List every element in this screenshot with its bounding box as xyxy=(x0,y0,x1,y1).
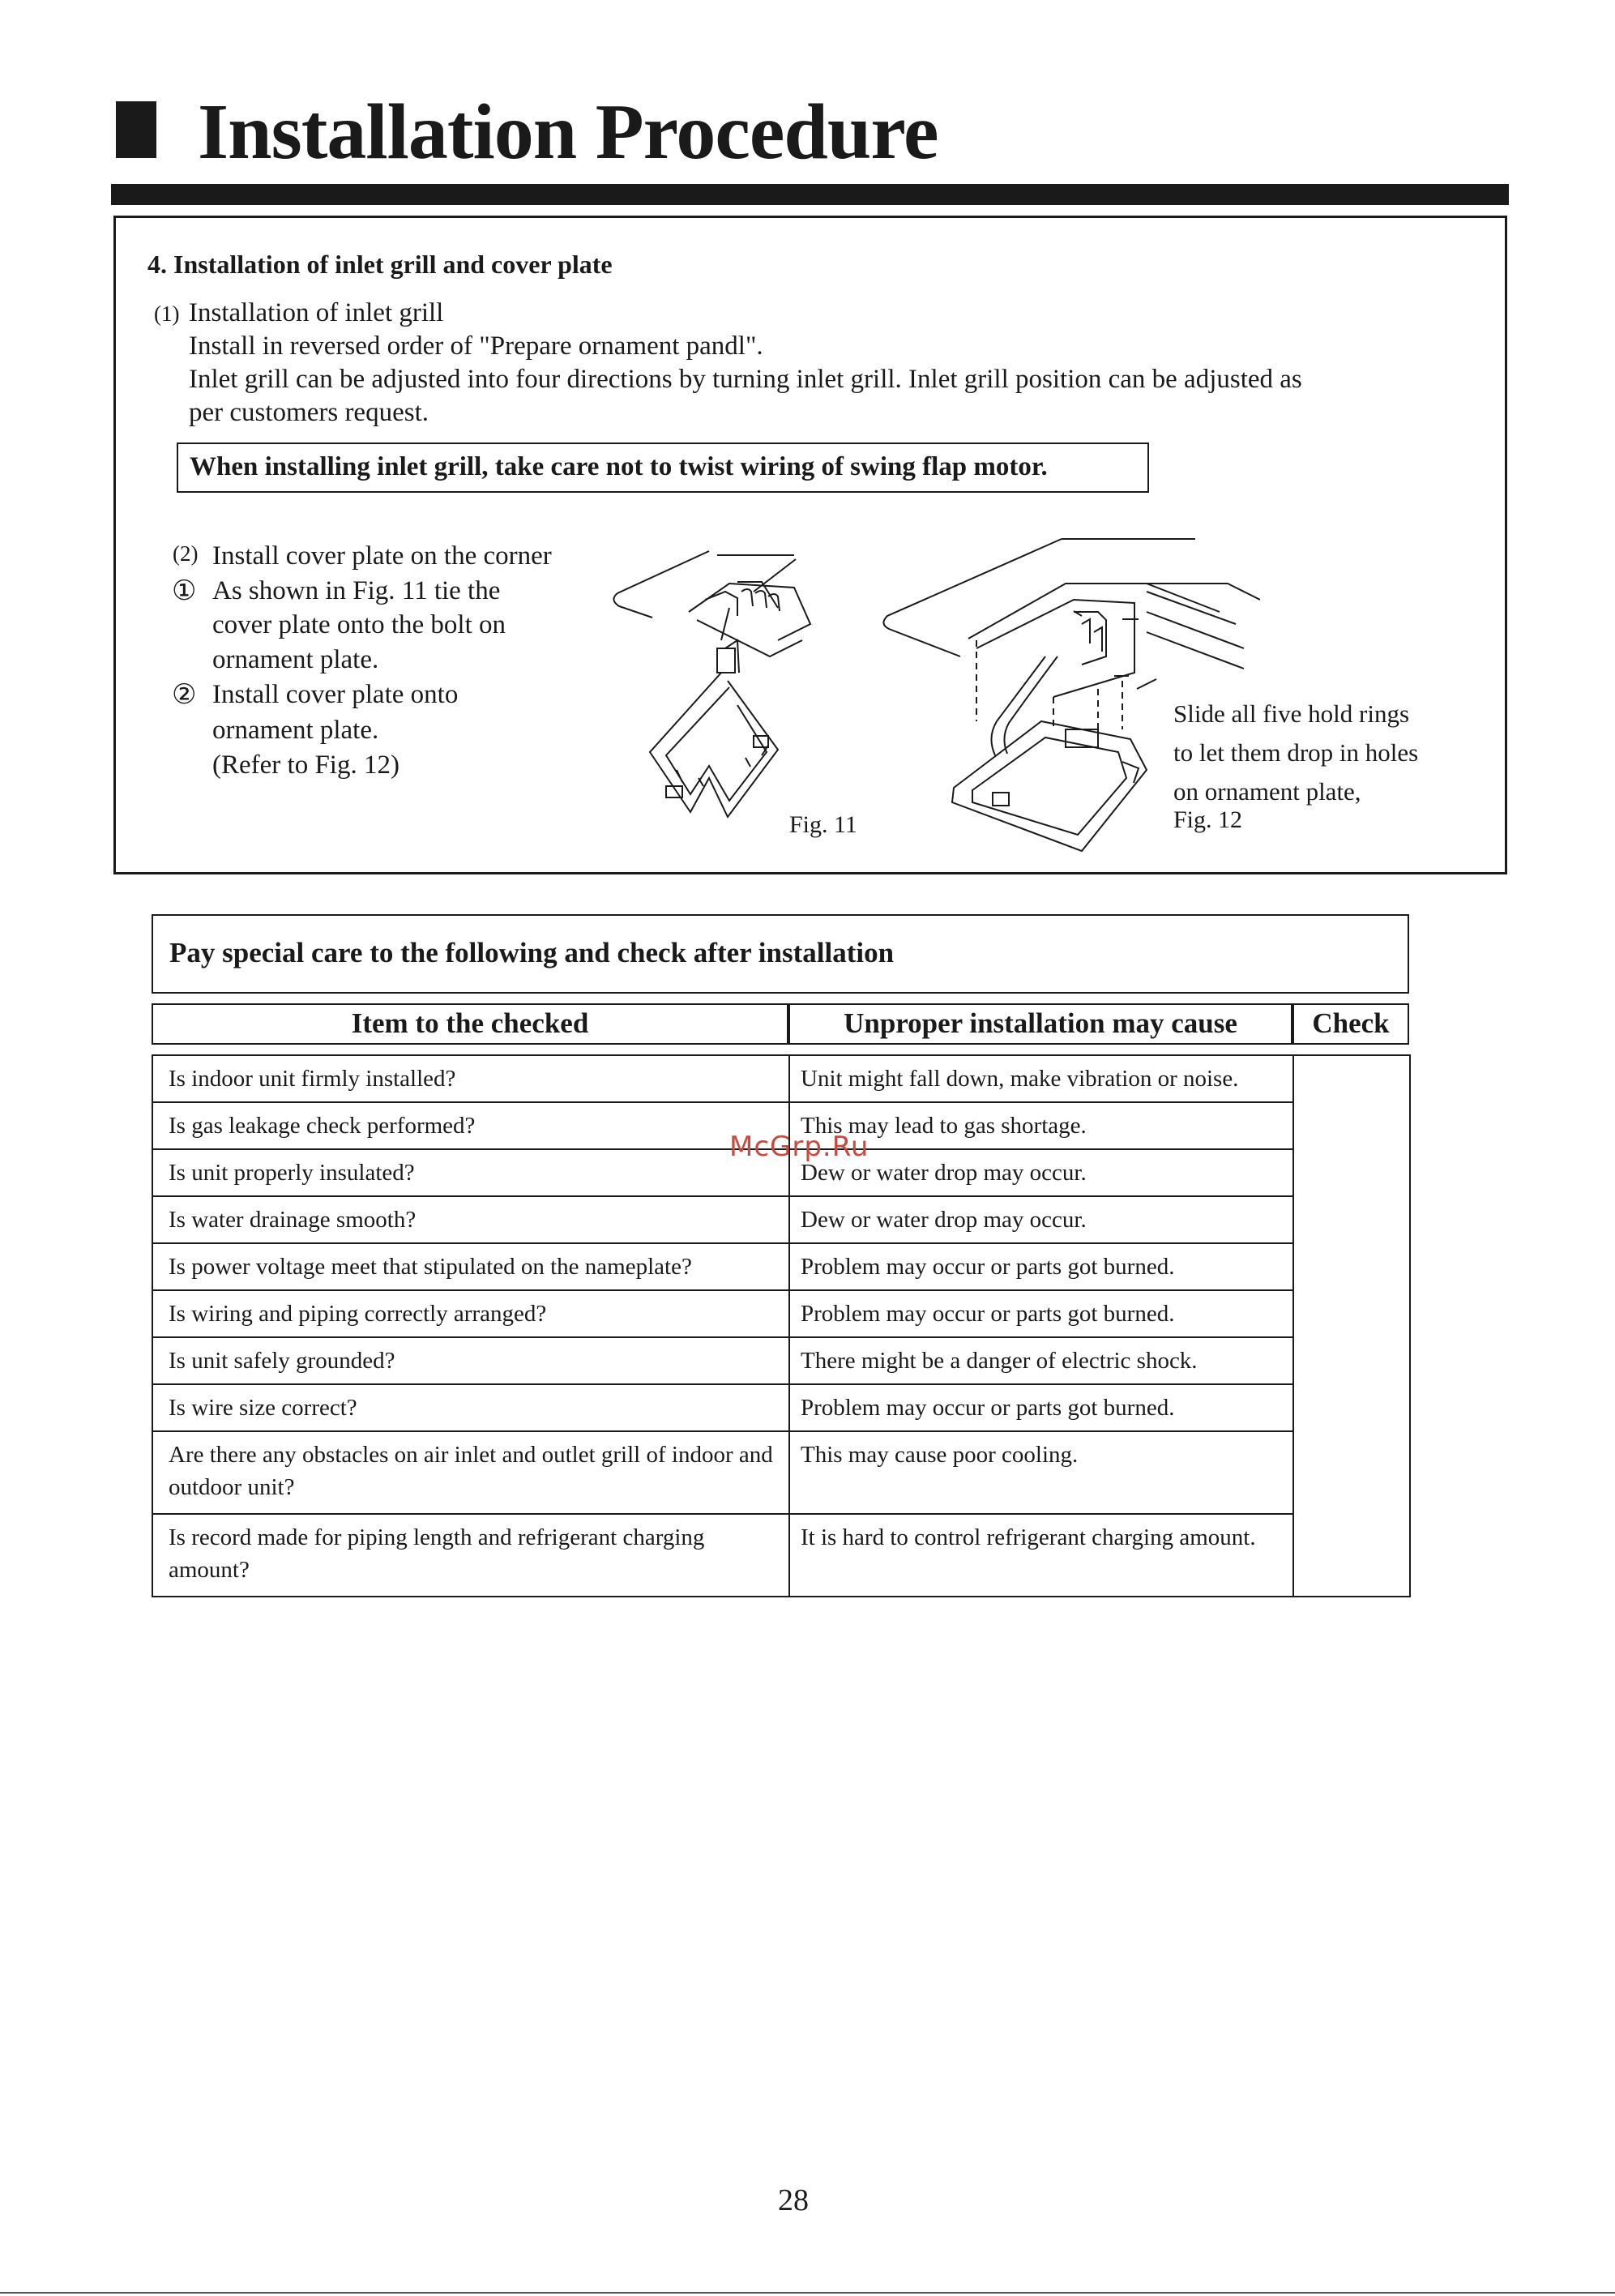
table-row xyxy=(152,1055,1410,1102)
checklist-title: Pay special care to the following and check after installation xyxy=(152,914,1409,994)
table-row xyxy=(152,1243,1410,1290)
item-cell: Is wire size correct? xyxy=(152,1384,789,1431)
item-cell: Are there any obstacles on air inlet and outlet grill of indoor and outdoor unit? xyxy=(152,1431,789,1514)
fig11-illustration xyxy=(608,543,875,851)
step1-line: Install in reversed order of "Prepare ornament pandl". xyxy=(189,331,763,361)
table-row xyxy=(152,1384,1410,1431)
header-check: Check xyxy=(1292,1003,1409,1045)
watermark-text: McGrp.Ru xyxy=(729,1131,869,1163)
fig12-caption: Fig. 12 xyxy=(1173,806,1243,833)
substep2-line: ornament plate. xyxy=(212,716,379,745)
item-cell: Is gas leakage check performed? xyxy=(152,1102,789,1149)
substep1-marker: ① xyxy=(172,576,197,606)
cause-cell: There might be a danger of electric shock. xyxy=(789,1337,1293,1384)
item-cell: Is water drainage smooth? xyxy=(152,1196,789,1243)
table-row xyxy=(152,1514,1410,1597)
step1-line: per customers request. xyxy=(189,398,429,427)
cause-cell: It is hard to control refrigerant charging amount. xyxy=(789,1514,1293,1597)
substep1-line: ornament plate. xyxy=(212,645,379,674)
substep1-line: As shown in Fig. 11 tie the xyxy=(212,576,501,605)
fig12-note-line: Slide all five hold rings xyxy=(1173,699,1410,728)
cause-cell: This may cause poor cooling. xyxy=(789,1431,1293,1514)
step2-number: (2) xyxy=(173,541,199,566)
item-cell: Is unit properly insulated? xyxy=(152,1149,789,1196)
header-item: Item to the checked xyxy=(152,1003,788,1045)
cause-cell: This may lead to gas shortage. xyxy=(789,1102,1293,1149)
table-row xyxy=(152,1196,1410,1243)
step1-number: (1) xyxy=(154,301,180,326)
cause-cell: Problem may occur or parts got burned. xyxy=(789,1384,1293,1431)
cause-cell: Problem may occur or parts got burned. xyxy=(789,1290,1293,1337)
cause-cell: Unit might fall down, make vibration or noise. xyxy=(789,1055,1293,1102)
item-cell: Is unit safely grounded? xyxy=(152,1337,789,1384)
page-number: 28 xyxy=(778,2183,809,2217)
item-cell: Is record made for piping length and refrigerant charging amount? xyxy=(152,1514,789,1597)
table-row xyxy=(152,1431,1410,1514)
table-row xyxy=(152,1290,1410,1337)
check-column xyxy=(1293,1055,1410,1597)
step1-line: Inlet grill can be adjusted into four directions by turning inlet grill. Inlet grill position can be adjusted as xyxy=(189,365,1302,394)
substep2-line: Install cover plate onto xyxy=(212,680,459,709)
fig11-caption: Fig. 11 xyxy=(789,811,857,838)
table-row xyxy=(152,1337,1410,1384)
cause-cell: Dew or water drop may occur. xyxy=(789,1196,1293,1243)
warning-box: When installing inlet grill, take care not to twist wiring of swing flap motor. xyxy=(177,443,1149,493)
fig12-note-line: to let them drop in holes xyxy=(1173,738,1419,767)
title-marker-square xyxy=(116,101,156,158)
item-cell: Is power voltage meet that stipulated on the nameplate? xyxy=(152,1243,789,1290)
page-title: Installation Procedure xyxy=(198,88,938,176)
item-cell: Is wiring and piping correctly arranged? xyxy=(152,1290,789,1337)
header-cause: Unproper installation may cause xyxy=(788,1003,1292,1045)
checklist-header-row xyxy=(152,1003,1409,1045)
substep2-line: (Refer to Fig. 12) xyxy=(212,750,399,780)
step1-heading: Installation of inlet grill xyxy=(189,298,444,327)
step2-heading: Install cover plate on the corner xyxy=(212,541,552,571)
section-title: 4. Installation of inlet grill and cover plate xyxy=(147,250,613,279)
bottom-edge-line xyxy=(0,2292,1615,2294)
cause-cell: Problem may occur or parts got burned. xyxy=(789,1243,1293,1290)
title-rule xyxy=(111,184,1509,205)
item-cell: Is indoor unit firmly installed? xyxy=(152,1055,789,1102)
substep2-marker: ② xyxy=(172,680,197,710)
cause-cell: Dew or water drop may occur. xyxy=(789,1149,1293,1196)
substep1-line: cover plate onto the bolt on xyxy=(212,610,506,639)
fig12-note-line: on ornament plate, xyxy=(1173,777,1361,806)
